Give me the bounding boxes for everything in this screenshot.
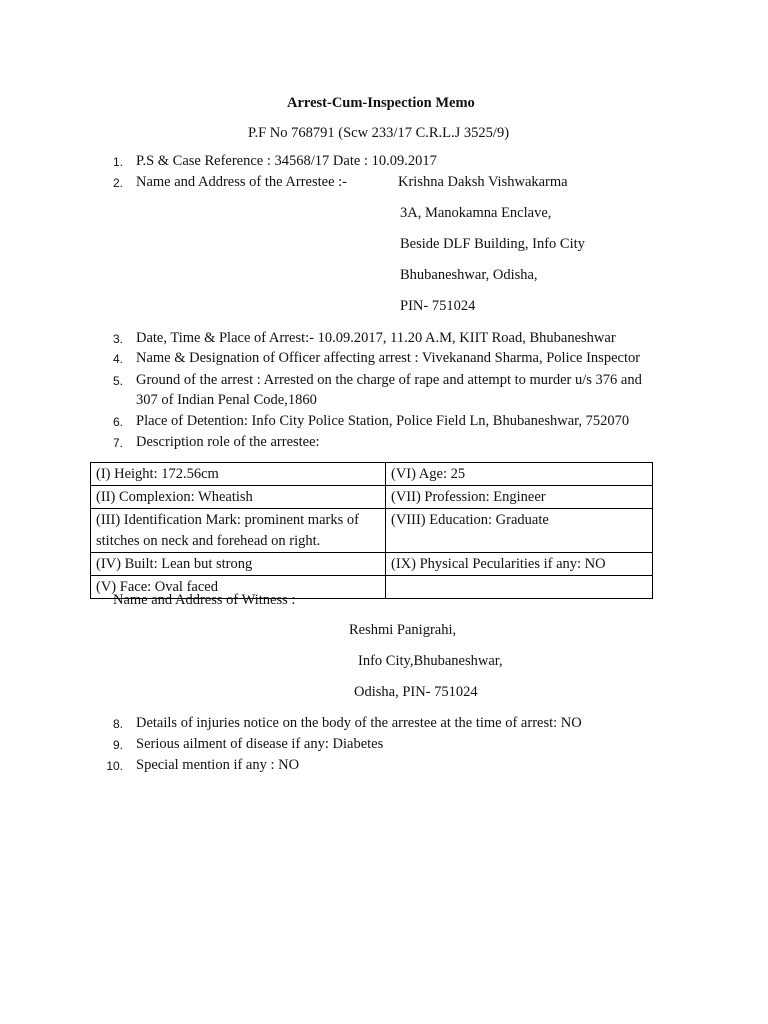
- table-row: [91, 553, 653, 576]
- item-ground-of-arrest-cont: 307 of Indian Penal Code,1860: [136, 392, 317, 408]
- description-table: [90, 462, 653, 599]
- item-number: 3.: [112, 332, 123, 346]
- item-number: 6.: [112, 415, 123, 429]
- item-case-reference: P.S & Case Reference : 34568/17 Date : 10.09.2017: [136, 153, 437, 169]
- table-cell: (IX) Physical Pecularities if any: NO: [386, 553, 653, 576]
- table-cell: (VII) Profession: Engineer: [386, 486, 653, 509]
- memo-title: Arrest-Cum-Inspection Memo: [287, 95, 475, 111]
- witness-line: Reshmi Panigrahi,: [349, 622, 457, 638]
- table-cell: (V) Face: Oval faced: [91, 576, 386, 599]
- item-number: 8.: [112, 717, 123, 731]
- arrestee-address-line: 3A, Manokamna Enclave,: [400, 205, 552, 221]
- item-arrest-details: Date, Time & Place of Arrest:- 10.09.2017, 11.20 A.M, KIIT Road, Bhubaneshwar: [136, 330, 616, 346]
- item-ground-of-arrest: Ground of the arrest : Arrested on the charge of rape and attempt to murder u/s 376 and: [136, 372, 642, 388]
- arrestee-address-line: Bhubaneshwar, Odisha,: [400, 267, 538, 283]
- item-number: 10.: [106, 759, 123, 773]
- item-description-label: Description role of the arrestee:: [136, 434, 320, 450]
- item-arrestee-label: Name and Address of the Arrestee :-: [136, 174, 347, 190]
- table-row: [91, 463, 653, 486]
- table-cell: (VIII) Education: Graduate: [386, 509, 653, 553]
- item-ailment: Serious ailment of disease if any: Diabetes: [136, 736, 384, 752]
- item-number: 4.: [112, 352, 123, 366]
- arrestee-address-line: PIN- 751024: [400, 298, 476, 314]
- item-special-mention: Special mention if any : NO: [136, 757, 300, 773]
- table-cell: (I) Height: 172.56cm: [91, 463, 386, 486]
- item-number: 7.: [112, 436, 123, 450]
- item-number: 5.: [112, 374, 123, 388]
- table-cell: (II) Complexion: Wheatish: [91, 486, 386, 509]
- table-row: [91, 486, 653, 509]
- table-cell: (III) Identification Mark: prominent marks of stitches on neck and forehead on right.: [91, 509, 386, 553]
- pf-number: P.F No 768791 (Scw 233/17 C.R.L.J 3525/9): [248, 125, 510, 141]
- item-number: 9.: [112, 738, 123, 752]
- arrestee-address-line: Beside DLF Building, Info City: [400, 236, 585, 252]
- table-cell: (VI) Age: 25: [386, 463, 653, 486]
- witness-line: Odisha, PIN- 751024: [354, 684, 478, 700]
- item-injuries: Details of injuries notice on the body of the arrestee at the time of arrest: NO: [136, 715, 582, 731]
- witness-label: Name and Address of Witness :: [113, 592, 296, 608]
- item-number: 1.: [112, 155, 123, 169]
- table-row: [91, 509, 653, 553]
- item-place-of-detention: Place of Detention: Info City Police Station, Police Field Ln, Bhubaneshwar, 752070: [136, 413, 630, 429]
- witness-line: Info City,Bhubaneshwar,: [358, 653, 503, 669]
- item-officer: Name & Designation of Officer affecting arrest : Vivekanand Sharma, Police Inspector: [136, 350, 641, 366]
- table-cell: (IV) Built: Lean but strong: [91, 553, 386, 576]
- table-cell: [386, 576, 653, 599]
- arrestee-name: Krishna Daksh Vishwakarma: [398, 174, 568, 190]
- item-number: 2.: [112, 176, 123, 190]
